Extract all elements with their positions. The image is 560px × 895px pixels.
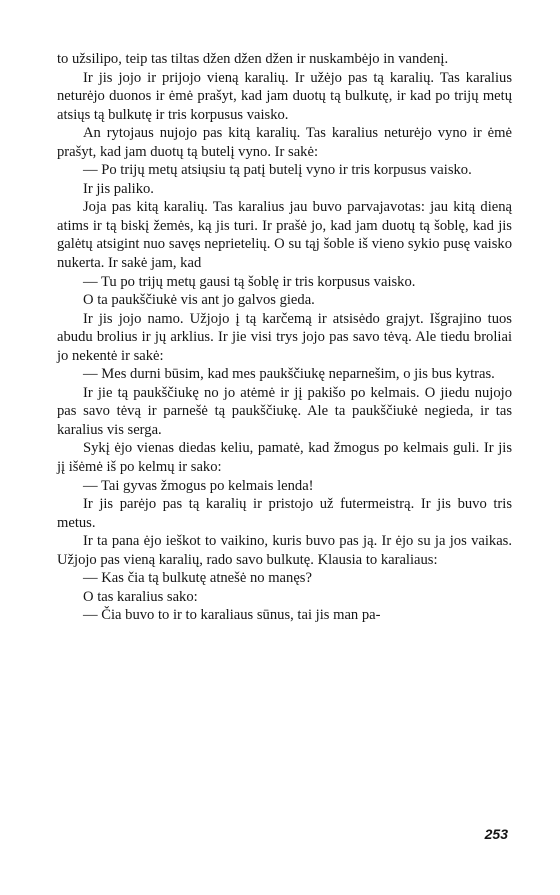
paragraph: Ir jie tą paukščiukę no jo atėmė ir jį pakišo po kelmais. O jiedu nujojo pas savo tėvą ir parnešė tą paukščiukę. Ale ta paukščiukė negieda, ir tas karalius vis serga. [57,384,512,438]
paragraph: Ir jis paliko. [83,180,154,197]
paragraph: Ir jis parėjo pas tą karalių ir pristojo už futermeistrą. Ir jis buvo tris metus. [57,496,512,531]
paragraph: Ir jis jojo namo. Užjojo į tą karčemą ir atsisėdo grajyt. Išgrajino tuos abudu brolius ir jų arklius. Ir jie visi trys jojo pas savo tėvą. Ale tiedu broliai jo nekentė ir sakė: [57,310,512,364]
paragraph: — Tai gyvas žmogus po kelmais lenda! [83,477,314,494]
paragraph: — Mes durni būsim, kad mes paukščiukę neparnešim, o jis bus kytras. [83,366,495,383]
paragraph: An rytojaus nujojo pas kitą karalių. Tas karalius neturėjo vyno ir ėmė prašyt, kad jam duotų tą butelį vyno. Ir sakė: [57,125,512,160]
body-text [57,50,512,625]
paragraph: to užsilipo, teip tas tiltas džen džen džen ir nuskambėjo in vandenį. [57,51,449,67]
paragraph: — Tu po trijų metų gausi tą šoblę ir tris korpusus vaisko. [83,273,416,290]
paragraph: O tas karalius sako: [83,588,198,605]
paragraph: Joja pas kitą karalių. Tas karalius jau buvo parvajavotas: jau kitą dieną atims ir tą biskį žemės, ką jis turi. Ir prašė jo, kad jam duotų tą šoblę, kad jis galėtų atsigint nuo savęs neprietelių. O su tąj šoble iš vieno sykio pusę vaisko nukerta. Ir sakė jam, kad [57,199,512,272]
paragraph: O ta paukščiukė vis ant jo galvos gieda. [83,292,315,309]
paragraph: — Kas čia tą bulkutę atnešė no manęs? [83,570,312,587]
paragraph: Ir ta pana ėjo ieškot to vaikino, kuris buvo pas ją. Ir ėjo su ja jos vaikas. Užjojo pas vieną karalių, rado savo bulkutę. Klausia to karaliaus: [57,533,512,568]
paragraph: — Čia buvo to ir to karaliaus sūnus, tai jis man pa- [83,607,381,624]
paragraph: Sykį ėjo vienas diedas keliu, pamatė, kad žmogus po kelmais guli. Ir jis jį išėmė iš po kelmų ir sako: [57,440,512,476]
page-number: 253 [484,826,508,842]
paragraph: — Po trijų metų atsiųsiu tą patį butelį vyno ir tris korpusus vaisko. [83,162,472,179]
paragraph: Ir jis jojo ir prijojo vieną karalių. Ir užėjo pas tą karalių. Tas karalius neturėjo duonos ir ėmė prašyt, kad jam duotų tą bulkutę, ir kad po trijų metų atsiųs tą bulkutę ir tris korpusus vaisko. [57,69,512,123]
